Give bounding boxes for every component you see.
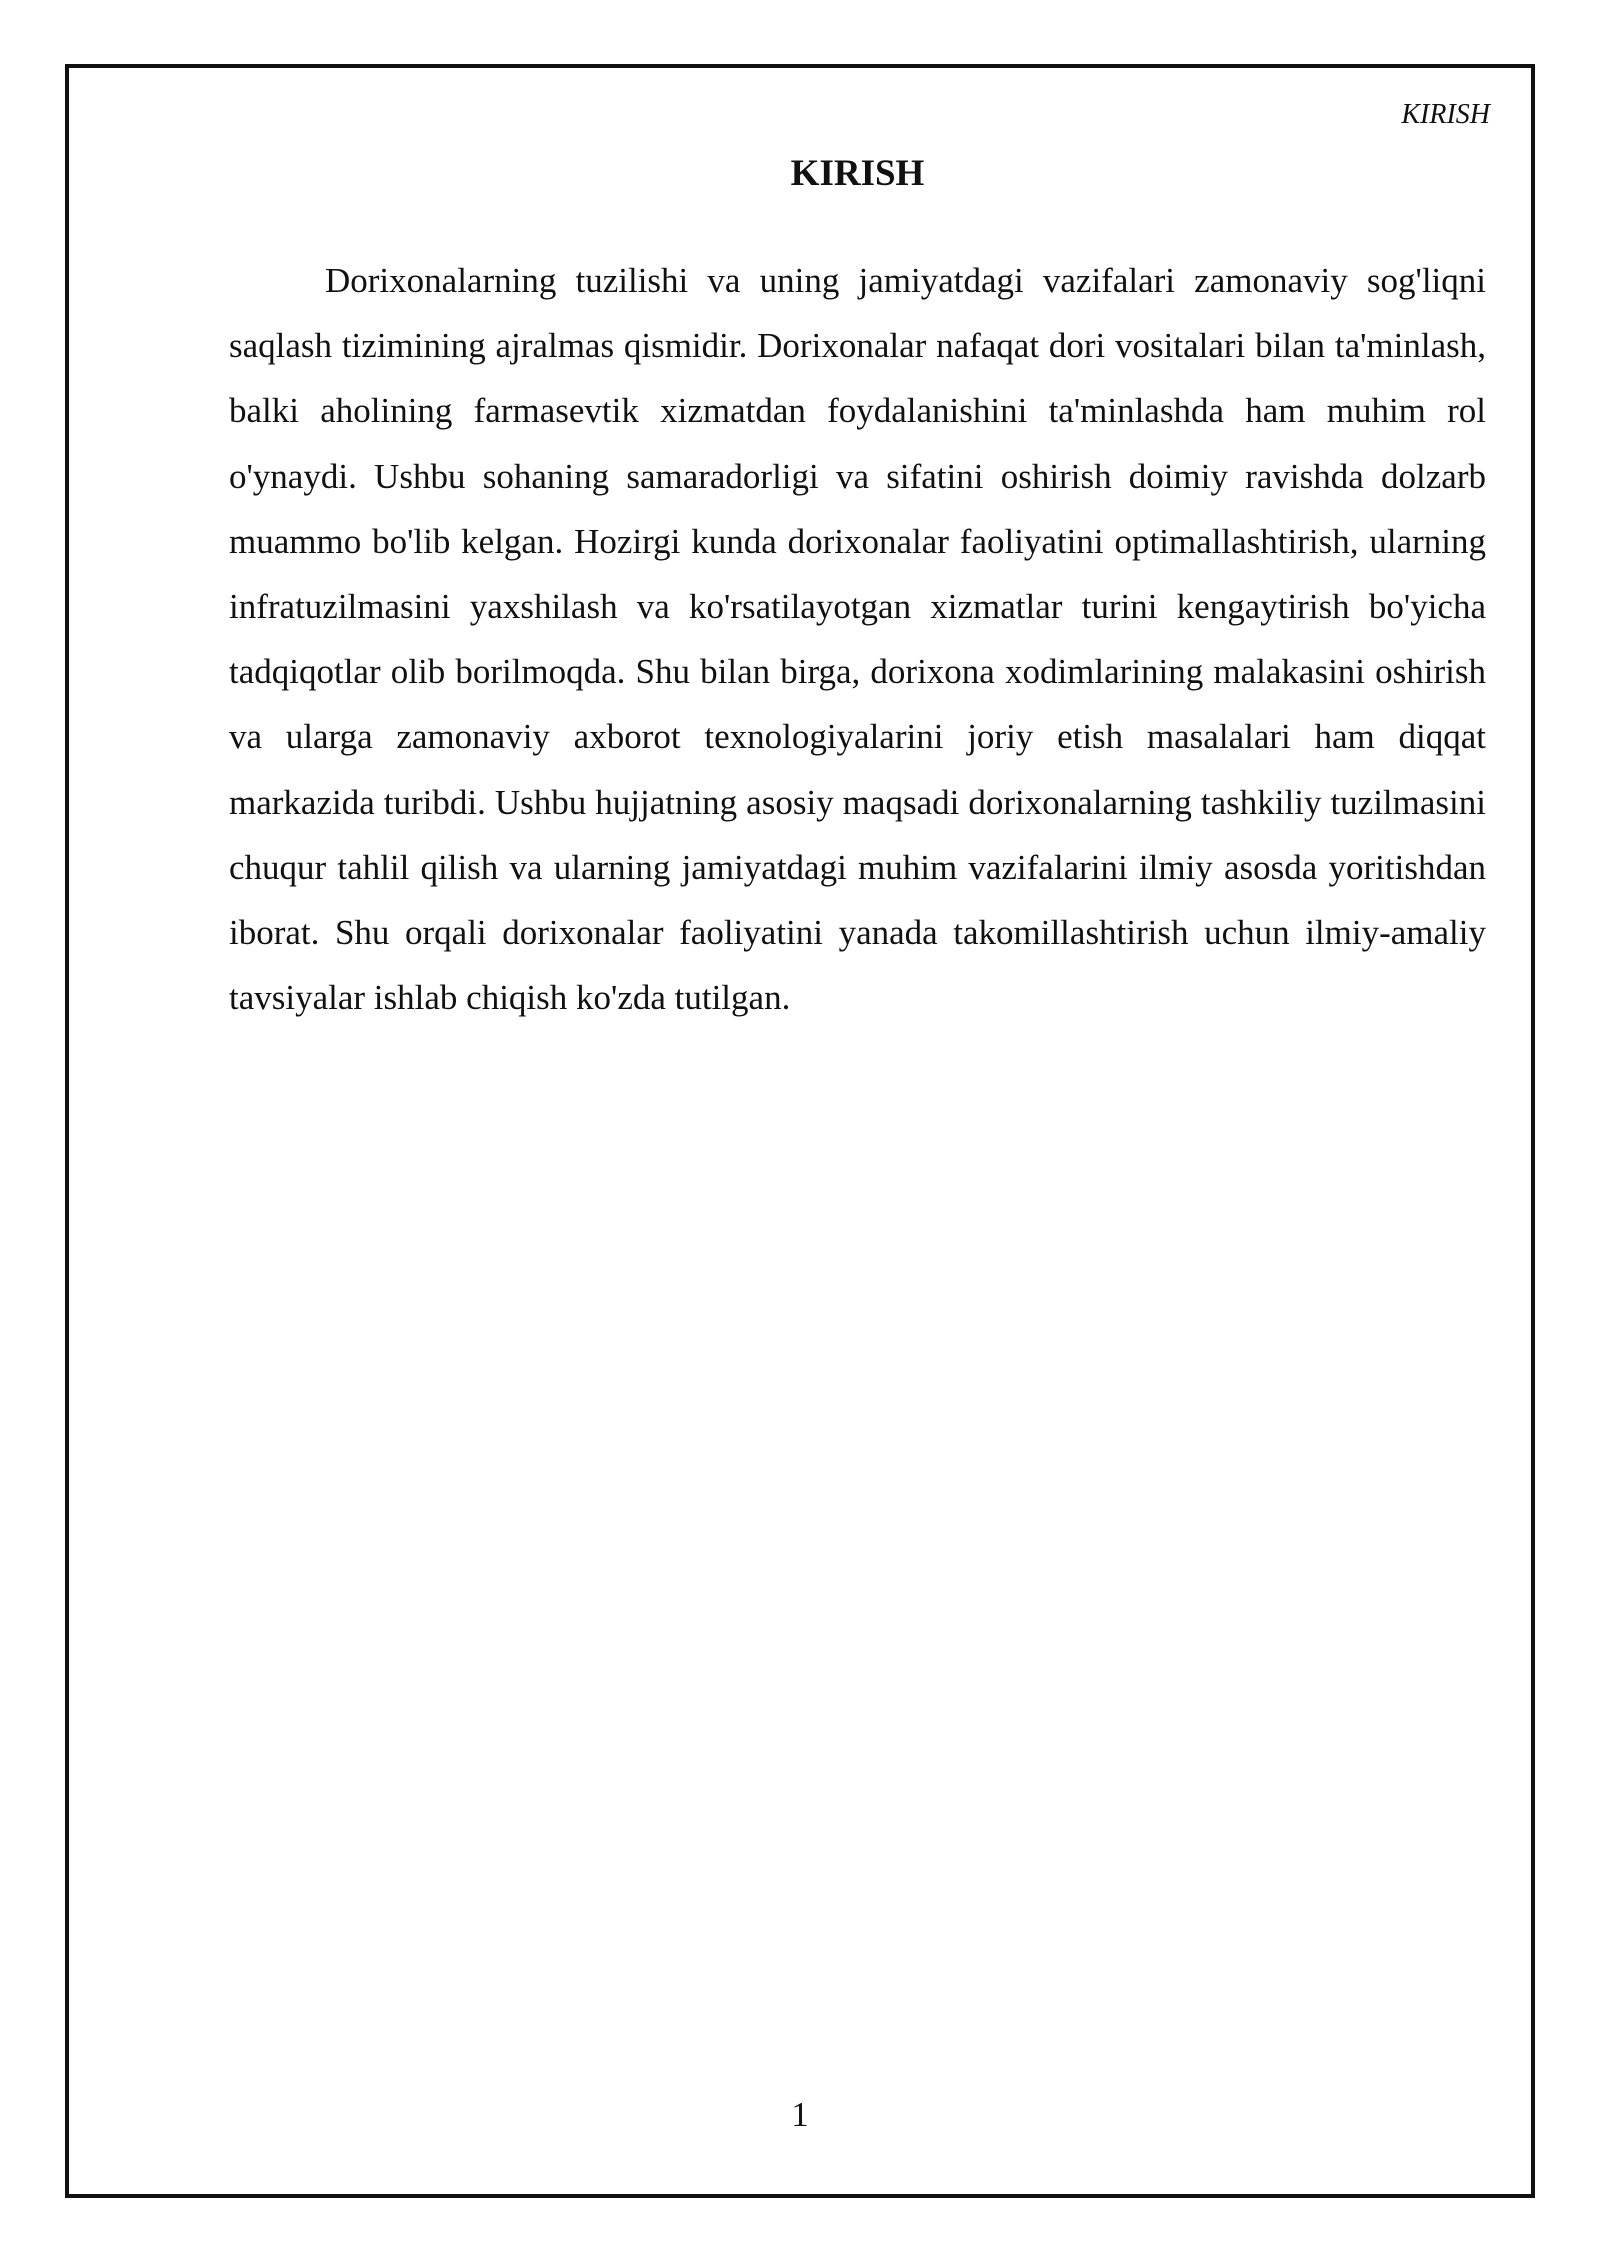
running-header: KIRISH [1401,99,1490,130]
body-paragraph: Dorixonalarning tuzilishi va uning jamiyatdagi vazifalari zamonaviy sog'liqni saqlash tizimining ajralmas qismidir. Dorixonalar nafaqat dori vositalari bilan ta'minlash, balki aholining farmasevtik xizmatdan foydalanishini ta'minlashda ham muhim rol o'ynaydi. Ushbu sohaning samaradorligi va sifatini oshirish doimiy ravishda dolzarb muammo bo'lib kelgan. Hozirgi kunda dorixonalar faoliyatini optimallashtirish, ularning infratuzilmasini yaxshilash va ko'rsatilayotgan xizmatlar turini kengaytirish bo'yicha tadqiqotlar olib borilmoqda. Shu bilan birga, dorixona xodimlarining malakasini oshirish va ularga zamonaviy axborot texnologiyalarini joriy etish masalalari ham diqqat markazida turibdi. Ushbu hujjatning asosiy maqsadi dorixonalarning tashkiliy tuzilmasini chuqur tahlil qilish va ularning jamiyatdagi muhim vazifalarini ilmiy asosda yoritishdan iborat. Shu orqali dorixonalar faoliyatini yanada takomillashtirish uchun ilmiy-amaliy tavsiyalar ishlab chiqish ko'zda tutilgan. [229,261,1486,1018]
section-title: KIRISH [790,153,925,194]
page-number: 1 [791,2095,809,2134]
